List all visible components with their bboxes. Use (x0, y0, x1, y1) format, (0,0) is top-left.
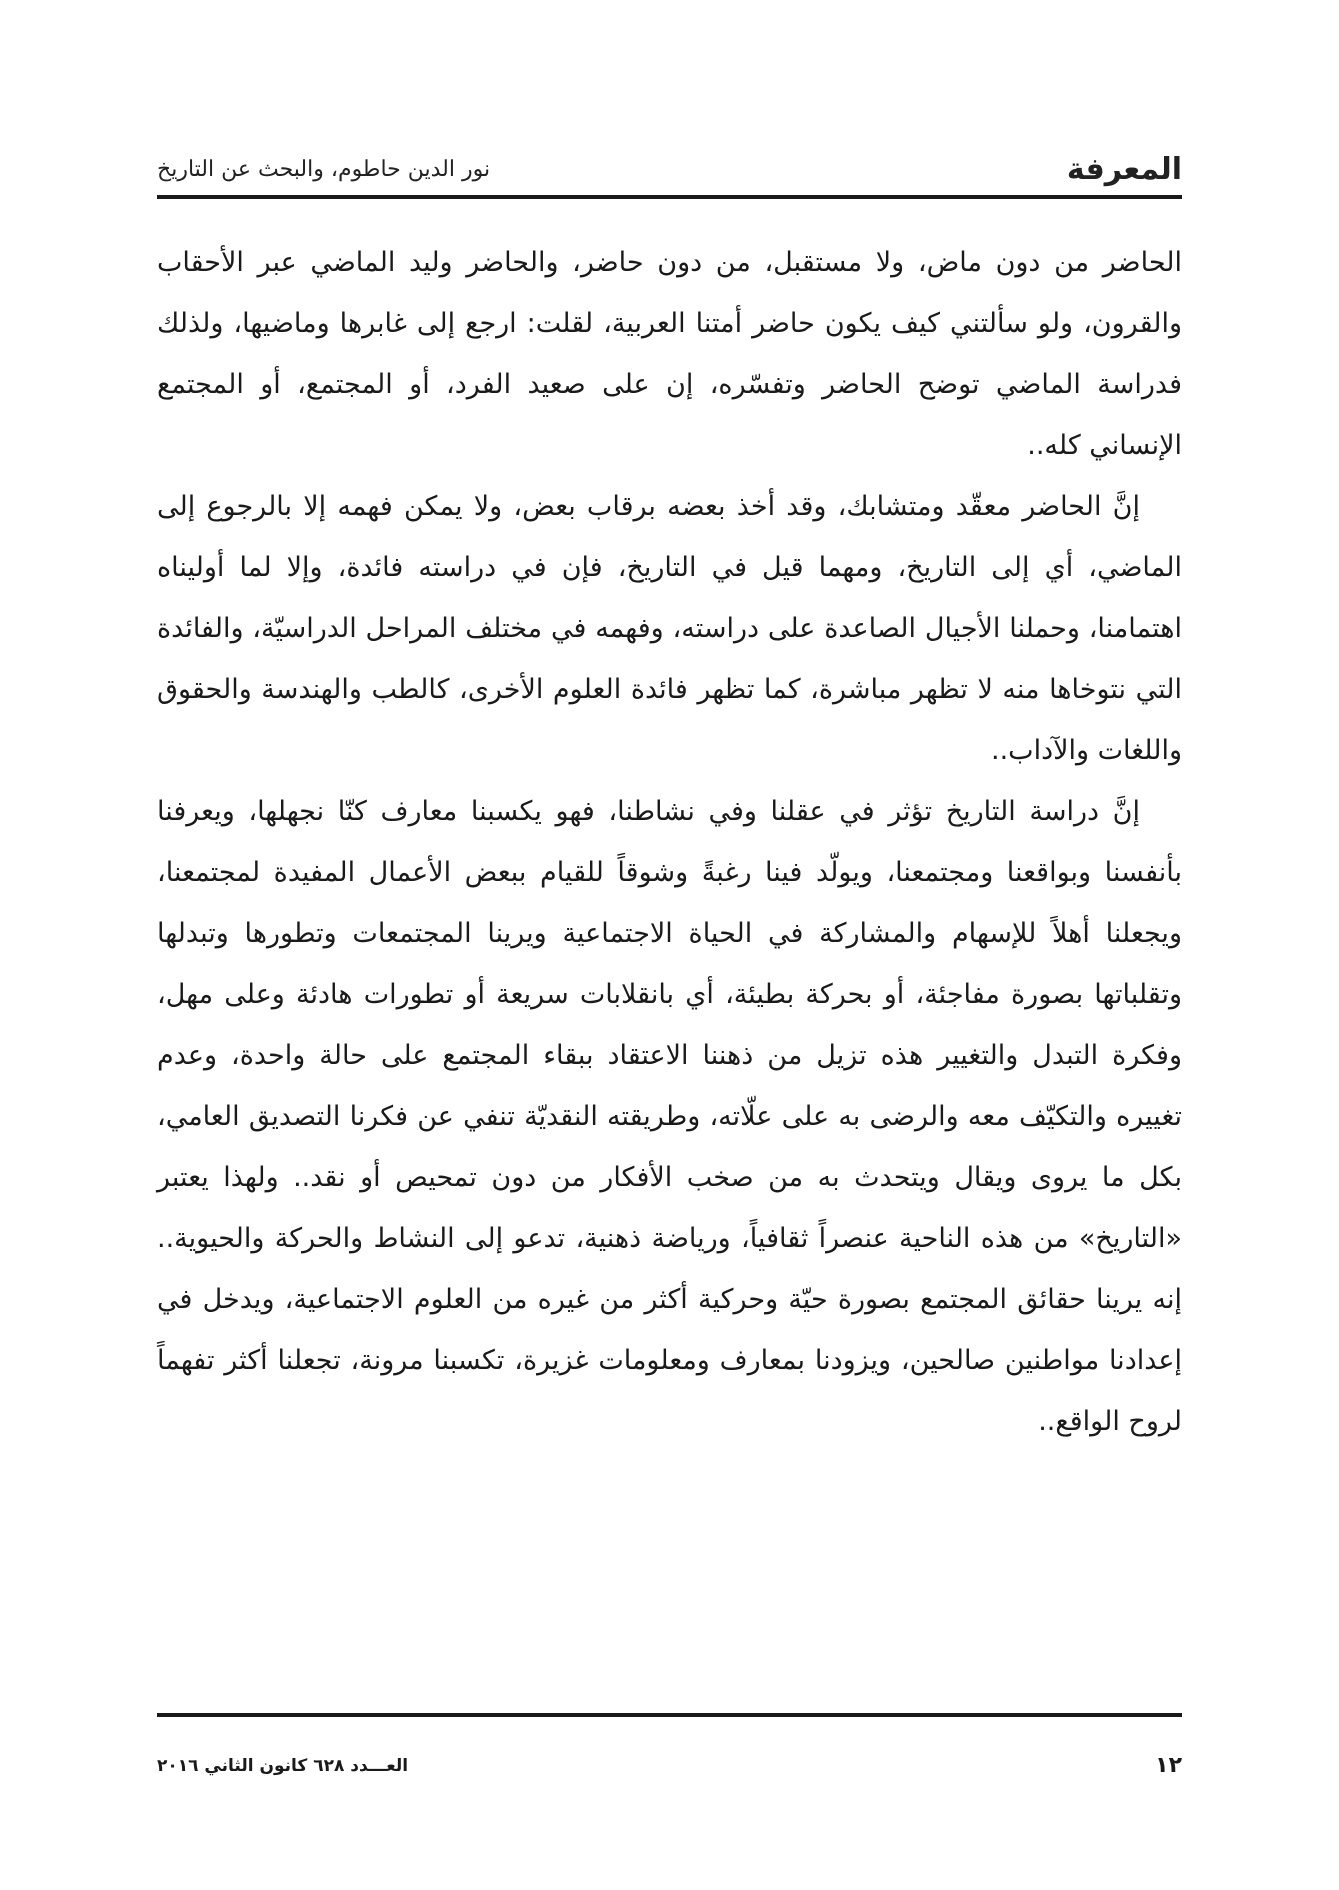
page-header (157, 150, 1182, 190)
paragraph-2: إنَّ الحاضر معقّد ومتشابك، وقد أخذ بعضه برقاب بعض، ولا يمكن فهمه إلا بالرجوع إلى الماضي، أي إلى التاريخ، ومهما قيل في التاريخ، فإن في دراسته فائدة، وإلا لما أوليناه اهتمامنا، وحملنا الأجيال الصاعدة على دراسته، وفهمه في مختلف المراحل الدراسيّة، والفائدة التي نتوخاها منه لا تظهر مباشرة، كما تظهر فائدة العلوم الأخرى، كالطب والهندسة والحقوق واللغات والآداب.. (157, 491, 1182, 766)
running-title: نور الدين حاطوم، والبحث عن التاريخ (157, 157, 491, 182)
paragraph-3: إنَّ دراسة التاريخ تؤثر في عقلنا وفي نشاطنا، فهو يكسبنا معارف كنّا نجهلها، ويعرفنا بأنفسنا وبواقعنا ومجتمعنا، ويولّد فينا رغبةً وشوقاً للقيام ببعض الأعمال المفيدة لمجتمعنا، ويجعلنا أهلاً للإسهام والمشاركة في الحياة الاجتماعية ويرينا المجتمعات وتطورها وتبدلها وتقلباتها بصورة مفاجئة، أو بحركة بطيئة، أي بانقلابات سريعة أو تطورات هادئة وعلى مهل، وفكرة التبدل والتغيير هذه تزيل من ذهننا الاعتقاد ببقاء المجتمع على حالة واحدة، وعدم تغييره والتكيّف معه والرضى به على علّاته، وطريقته النقديّة تنفي عن فكرنا التصديق العامي، بكل ما يروى ويقال ويتحدث به من صخب الأفكار من دون تمحيص أو نقد.. ولهذا يعتبر «التاريخ» من هذه الناحية عنصراً ثقافياً، ورياضة ذهنية، تدعو إلى النشاط والحركة والحيوية.. إنه يرينا حقائق المجتمع بصورة حيّة وحركية أكثر من غيره من العلوم الاجتماعية، ويدخل في إعدادنا مواطنين صالحين، ويزودنا بمعارف ومعلومات غزيرة، تكسبنا مرونة، تجعلنا أكثر تفهماً لروح الواقع.. (157, 796, 1182, 1437)
article-body (157, 232, 1182, 1452)
issue-info: العـــدد ٦٢٨ كانون الثاني ٢٠١٦ (157, 1756, 409, 1776)
header-rule (157, 195, 1182, 199)
page-number: ١٢ (1155, 1753, 1182, 1778)
paragraph-1: الحاضر من دون ماض، ولا مستقبل، من دون حاضر، والحاضر وليد الماضي عبر الأحقاب والقرون، ولو سألتني كيف يكون حاضر أمتنا العربية، لقلت: ارجع إلى غابرها وماضيها، ولذلك فدراسة الماضي توضح الحاضر وتفسّره، إن على صعيد الفرد، أو المجتمع، أو المجتمع الإنساني كله.. (157, 247, 1182, 461)
page-footer (157, 1748, 1182, 1784)
footer-rule (157, 1713, 1182, 1717)
magazine-logo: المعرفة (1066, 152, 1182, 187)
